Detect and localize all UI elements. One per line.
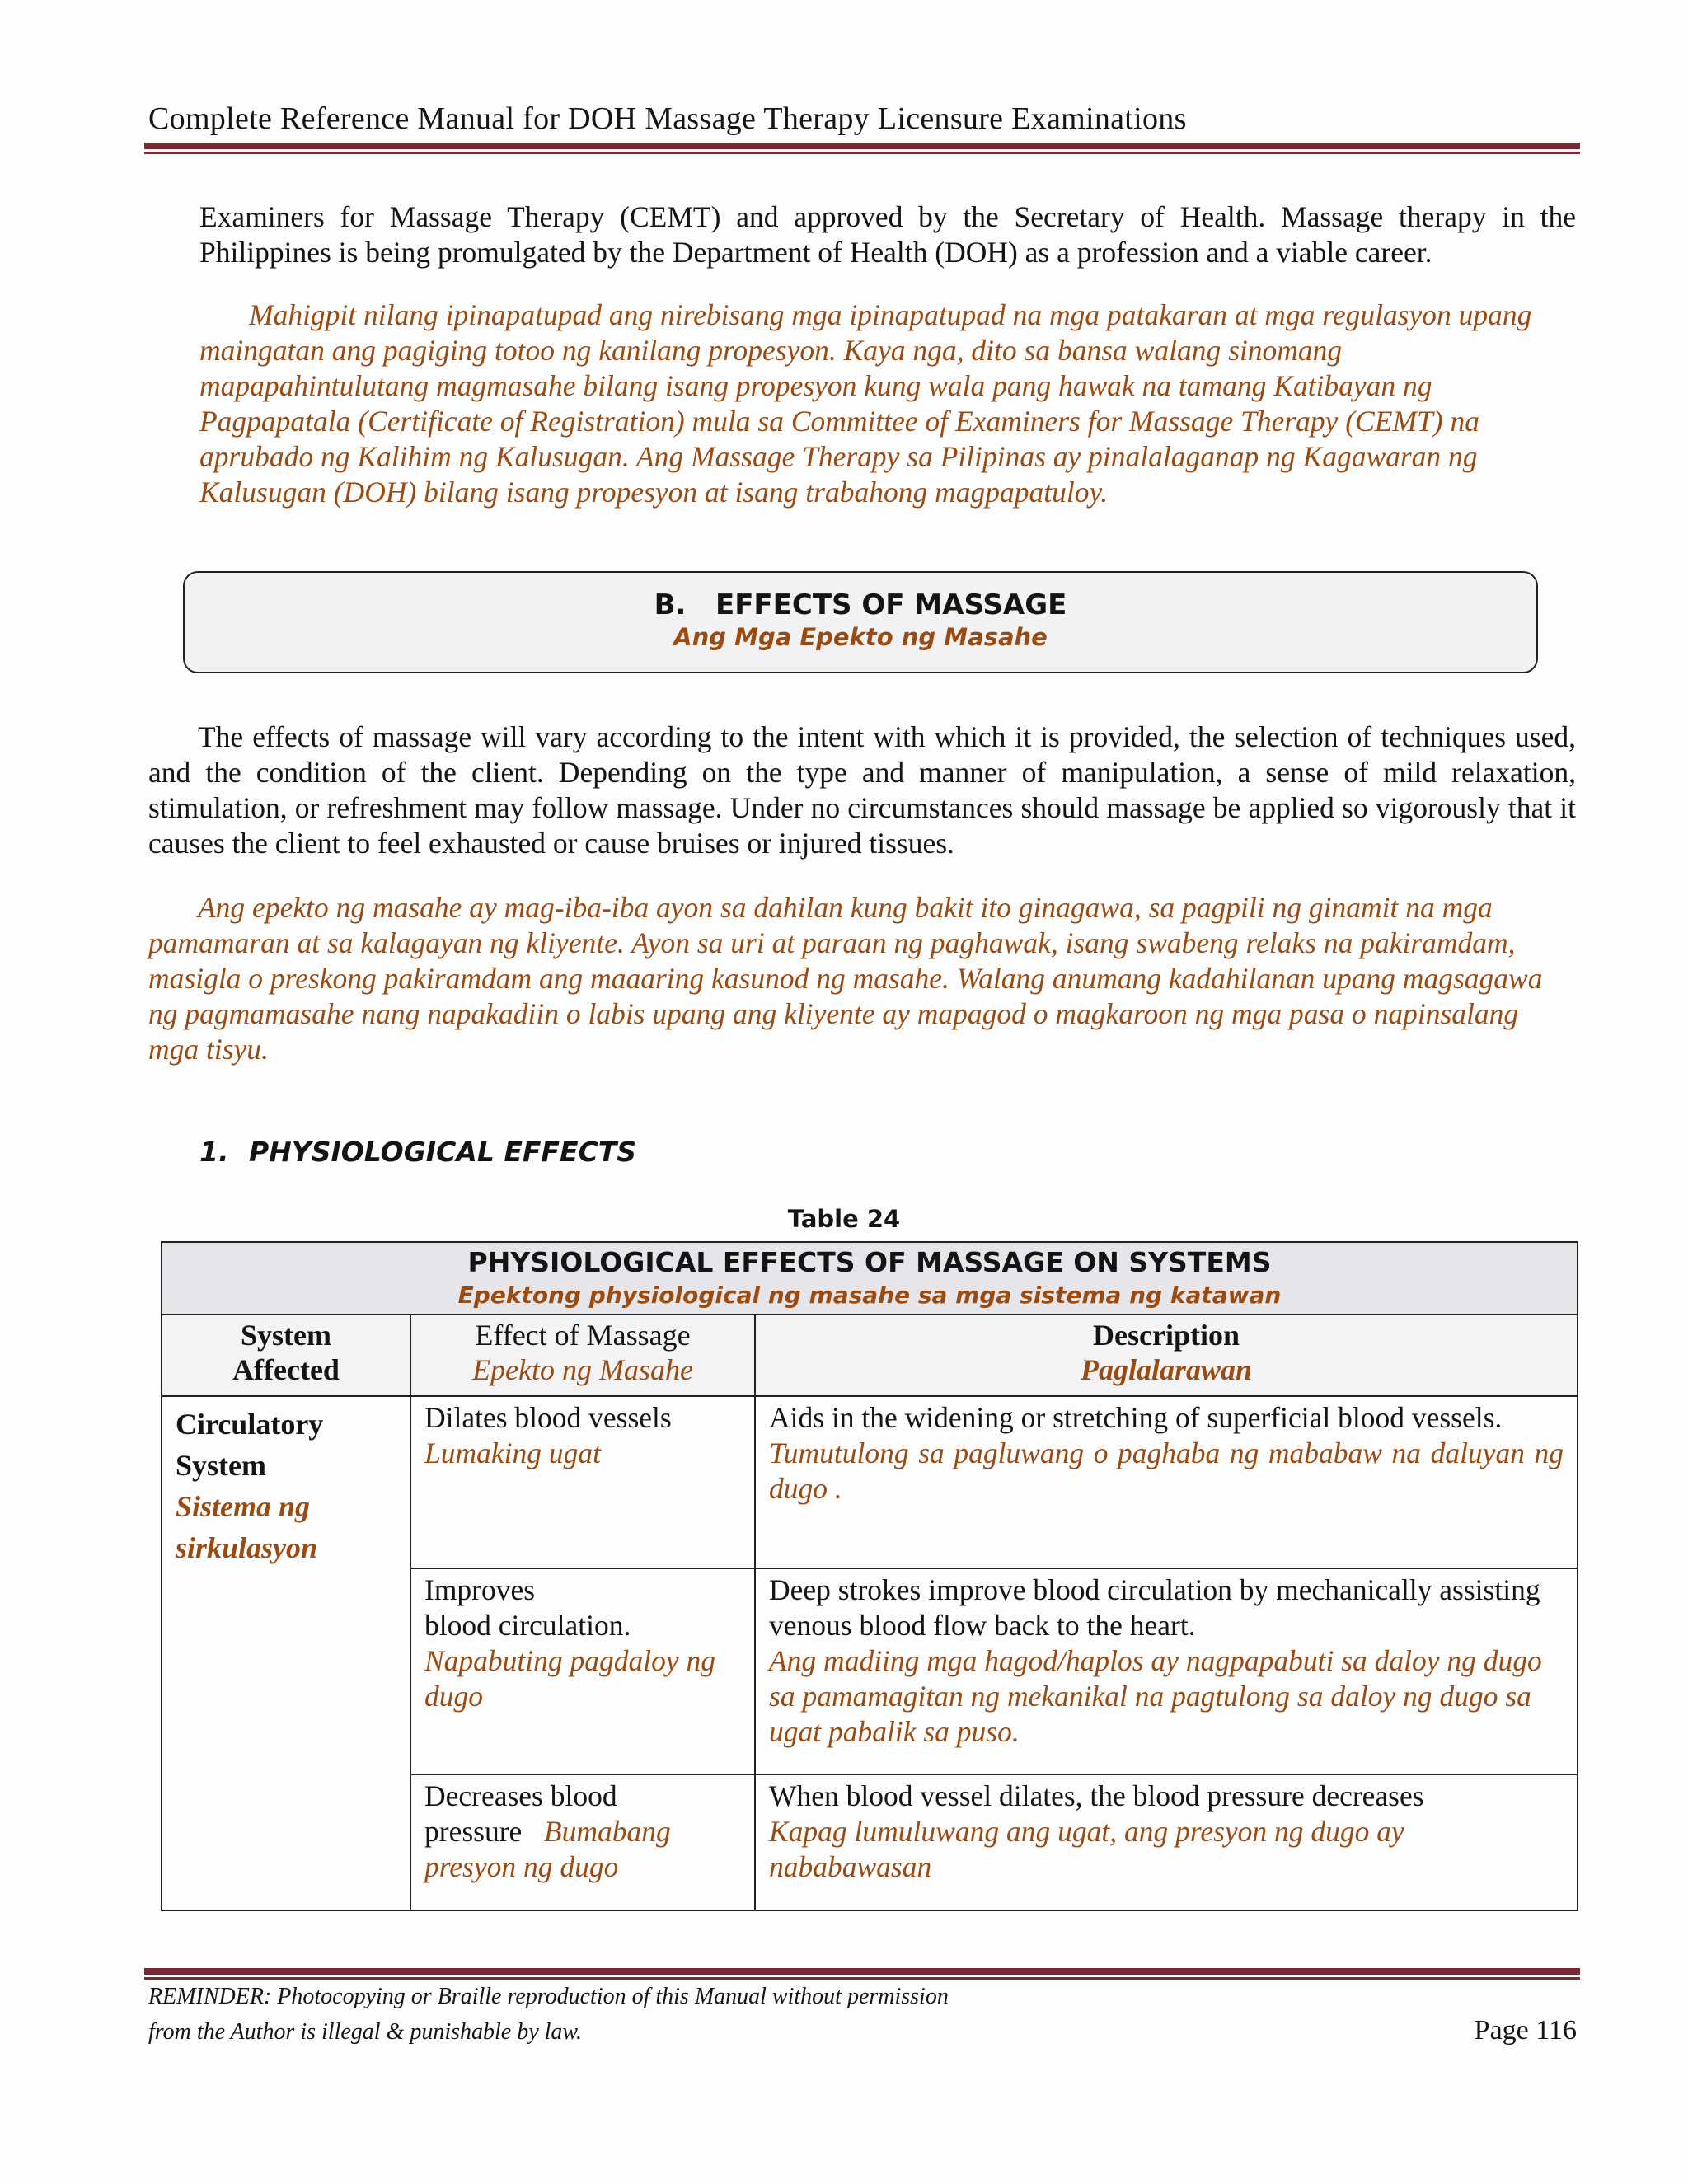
description-tl: Kapag lumuluwang ang ugat, ang presyon ng dugo ay nababawasan <box>769 1815 1404 1883</box>
effect-en-line1: Decreases blood <box>424 1779 617 1812</box>
table-caption: Table 24 <box>787 1205 901 1233</box>
physiological-effects-table <box>161 1241 1578 1911</box>
section-title: B. EFFECTS OF MASSAGE <box>654 588 1067 621</box>
header-effect-en: Effect of Massage <box>475 1319 691 1352</box>
system-name-line2: System <box>176 1449 266 1482</box>
header-system-line1: System <box>241 1319 331 1352</box>
footer-reminder-line1: REMINDER: Photocopying or Braille reproduction of this Manual without permission <box>148 1984 949 2009</box>
subsection-heading <box>199 1136 636 1168</box>
effects-paragraph-tl: Ang epekto ng masahe ay mag-iba-iba ayon sa dahilan kung bakit ito ginagawa, sa pagpili ng ginamit na mga pamamaran at sa kalagayan ng kliyente. Ayon sa uri at paraan ng paghawak, isang swabeng relaks na pakiramdam, masigla o preskong pakiramdam ang maaaring kasunod ng masahe. Walang anumang kadahilanan upang magsagawa ng pagmamasahe nang napakadiin o labis upang ang kliyente ay mapagod o magkaroon ng mga pasa o napinsalang mga tisyu. <box>148 891 1543 1066</box>
page-number: Page 116 <box>1474 2015 1577 2046</box>
description-tl: Tumutulong sa pagluwang o paghaba ng mababaw na daluyan ng dugo . <box>769 1436 1564 1505</box>
effect-cell <box>410 1774 755 1910</box>
system-name-tl-line1: Sistema ng <box>176 1490 311 1523</box>
effect-en: Dilates blood vessels <box>424 1401 672 1434</box>
effect-cell <box>410 1396 755 1568</box>
effect-en-line2: pressure <box>424 1815 523 1848</box>
section-subtitle: Ang Mga Epekto ng Masahe <box>673 623 1048 651</box>
header-system-line2: Affected <box>232 1353 340 1386</box>
table-header-row <box>162 1315 1578 1396</box>
effect-tl: Bumabang presyon ng dugo <box>424 1815 671 1883</box>
header-description-en: Description <box>1093 1319 1240 1352</box>
effect-tl: Lumaking ugat <box>424 1436 601 1469</box>
intro-paragraph-en: Examiners for Massage Therapy (CEMT) and approved by the Secretary of Health. Massage therapy in the Philippines is being promulgated by the Department of Health (DOH) as a profession and a viable career. <box>199 200 1576 269</box>
header-effect-tl: Epekto ng Masahe <box>472 1353 693 1386</box>
subsection-title: PHYSIOLOGICAL EFFECTS <box>249 1136 637 1168</box>
section-heading-box <box>183 571 1538 673</box>
effect-en-line1: Improves <box>424 1573 536 1606</box>
table-title: PHYSIOLOGICAL EFFECTS OF MASSAGE ON SYSTEMS <box>467 1246 1272 1278</box>
header-effect <box>410 1315 755 1396</box>
table-row <box>162 1396 1578 1568</box>
footer-rule-thick <box>144 1968 1580 1975</box>
description-en: When blood vessel dilates, the blood pressure decreases <box>769 1779 1424 1812</box>
header-system-affected <box>162 1315 410 1396</box>
header-description <box>755 1315 1578 1396</box>
description-cell <box>755 1396 1578 1568</box>
effect-tl: Napabuting pagdaloy ng dugo <box>424 1644 716 1713</box>
description-en: Aids in the widening or stretching of superficial blood vessels. <box>769 1401 1503 1434</box>
footer-reminder-line2: from the Author is illegal & punishable by law. <box>148 2019 583 2045</box>
description-en: Deep strokes improve blood circulation by mechanically assisting venous blood flow back to the heart. <box>769 1573 1540 1642</box>
description-cell <box>755 1568 1578 1774</box>
table-title-cell <box>162 1242 1578 1315</box>
effect-en-line2: blood circulation. <box>424 1609 631 1642</box>
subsection-number: 1. <box>199 1136 229 1168</box>
header-rule-thick <box>144 143 1580 149</box>
system-cell <box>162 1396 410 1910</box>
header-description-tl: Paglalarawan <box>1080 1353 1253 1386</box>
system-name-tl-line2: sirkulasyon <box>176 1531 318 1564</box>
effects-paragraph-en: The effects of massage will vary according to the intent with which it is provided, the selection of techniques used, and the condition of the client. Depending on the type and manner of manipulation, a sense of mild relaxation, stimulation, or refreshment may follow massage. Under no circumstances should massage be applied so vigorously that it causes the client to feel exhausted or cause bruises or injured tissues. <box>148 720 1576 860</box>
description-tl: Ang madiing mga hagod/haplos ay nagpapabuti sa daloy ng dugo sa pamamagitan ng mekanikal na pagtulong sa daloy ng dugo sa ugat pabalik sa puso. <box>769 1644 1542 1748</box>
table-subtitle: Epektong physiological ng masahe sa mga sistema ng katawan <box>457 1282 1282 1309</box>
running-header-title: Complete Reference Manual for DOH Massage Therapy Licensure Examinations <box>148 101 1187 136</box>
effect-cell <box>410 1568 755 1774</box>
intro-paragraph-tl: Mahigpit nilang ipinapatupad ang nirebisang mga ipinapatupad na mga patakaran at mga regulasyon upang maingatan ang pagiging totoo ng kanilang propesyon. Kaya nga, dito sa bansa walang sinomang mapapahintulutang magmasahe bilang isang propesyon kung wala pang hawak na tamang Katibayan ng Pagpapatala (Certificate of Registration) mula sa Committee of Examiners for Massage Therapy (CEMT) na aprubado ng Kalihim ng Kalusugan. Ang Massage Therapy sa Pilipinas ay pinalalaganap ng Kagawaran ng Kalusugan (DOH) bilang isang propesyon at isang trabahong magpapatuloy. <box>199 298 1532 509</box>
header-rule-thin <box>144 152 1580 154</box>
system-name-line1: Circulatory <box>176 1408 324 1441</box>
description-cell <box>755 1774 1578 1910</box>
table-title-row <box>162 1242 1578 1315</box>
